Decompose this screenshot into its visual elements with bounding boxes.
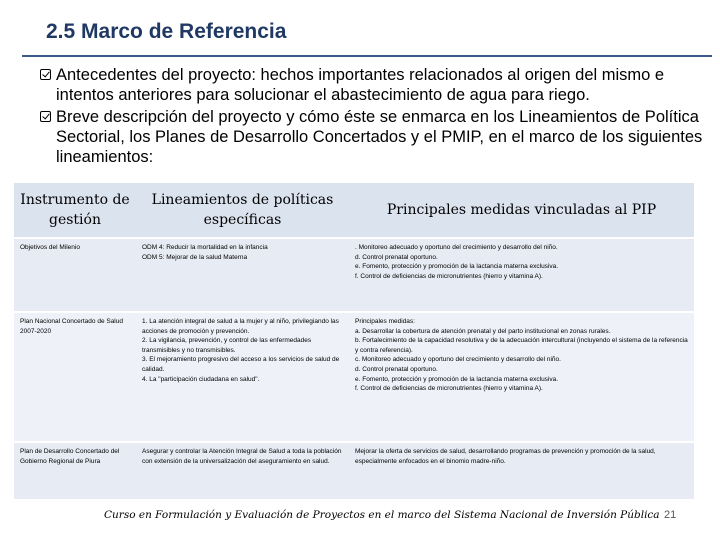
bullet-item [40,65,712,105]
lineamiento-item: 4. La "participación ciudadana en salud". [142,375,260,383]
lineamiento-item: 3. El mejoramiento progresivo del acceso a los servicios de salud de calidad. [142,356,340,373]
medida-item: . Monitoreo adecuado y oportuno del crecimiento y desarrollo del niño. [355,244,558,251]
medida-item: f. Control de deficiencias de micronutrientes (hierro y vitamina A). [355,385,543,393]
page-number: 21 [664,509,677,521]
checkbox-bullet-icon [40,111,51,122]
medida-item: Principales medidas: [355,318,415,325]
framework-table [14,183,694,501]
checkbox-bullet-icon [40,69,51,80]
medida-item: a. Desarrollar la cobertura de atención prenatal y del parto institucional en zonas rurales. [355,327,611,335]
table-header-row [14,183,694,238]
cell-lineamientos [136,238,349,312]
lineamiento-item: Asegurar y controlar la Atención Integral de Salud a toda la población con extensión de la universalización del aseguramiento en salud. [142,448,342,465]
cell-medidas [349,238,694,312]
cell-medidas [349,442,694,500]
footer-course-title: Curso en Formulación y Evaluación de Proyectos en el marco del Sistema Nacional de Inversión Pública [104,509,660,521]
slide-title: 2.5 Marco de Referencia [46,20,287,43]
bullet-list [40,65,712,166]
bullet-text: Antecedentes del proyecto: hechos importantes relacionados al origen del mismo e intentos anteriores para solucionar el abastecimiento de agua para riego. [56,66,665,104]
bullet-item [40,107,712,166]
lineamiento-item: 1. La atención integral de salud a la mujer y al niño, privilegiando las acciones de promoción y prevención. [142,318,339,335]
header-medidas: Principales medidas vinculadas al PIP [349,183,694,238]
medida-item: e. Fomento, protección y promoción de la lactancia materna exclusiva. [355,263,559,271]
lineamiento-item: ODM 4: Reducir la mortalidad en la infancia [142,244,268,251]
medida-item: d. Control prenatal oportuno. [355,253,438,261]
bullet-text: Breve descripción del proyecto y cómo éste se enmarca en los Lineamientos de Política Sectorial, los Planes de Desarrollo Concertados y el PMIP, en el marco de los siguientes lineamientos: [56,108,703,166]
medida-item: c. Monitoreo adecuado y oportuno del crecimiento y desarrollo del niño. [355,356,561,364]
cell-lineamientos [136,442,349,500]
title-divider [22,55,712,57]
table-row [14,312,694,442]
medida-item: d. Control prenatal oportuno. [355,365,438,373]
cell-medidas [349,312,694,442]
header-lineamientos: Lineamientos de políticas específicas [136,183,349,238]
medida-item: b. Fortalecimiento de la capacidad resolutiva y de la adecuación intercultural (incluyendo el sistema de la referencia y contra referencia). [355,337,688,354]
cell-instrumento: Plan de Desarrollo Concertado del Gobierno Regional de Piura [14,442,136,500]
cell-lineamientos [136,312,349,442]
cell-instrumento: Objetivos del Milenio [14,238,136,312]
medida-item: f. Control de deficiencias de micronutrientes (hierro y vitamina A). [355,272,543,280]
lineamiento-item: ODM 5: Mejorar de la salud Materna [142,253,248,261]
lineamiento-item: 2. La vigilancia, prevención, y control de las enfermedades transmisibles y no transmisibles. [142,337,312,354]
table-row [14,238,694,312]
medida-item: e. Fomento, protección y promoción de la lactancia materna exclusiva. [355,375,559,383]
header-instrumento: Instrumento de gestión [14,183,136,238]
cell-instrumento: Plan Nacional Concertado de Salud 2007-2020 [14,312,136,442]
medida-item: Mejorar la oferta de servicios de salud, desarrollando programas de prevención y promoción de la salud, especialmente enfocados en el binomio madre-niño. [355,448,656,465]
table-row [14,442,694,500]
